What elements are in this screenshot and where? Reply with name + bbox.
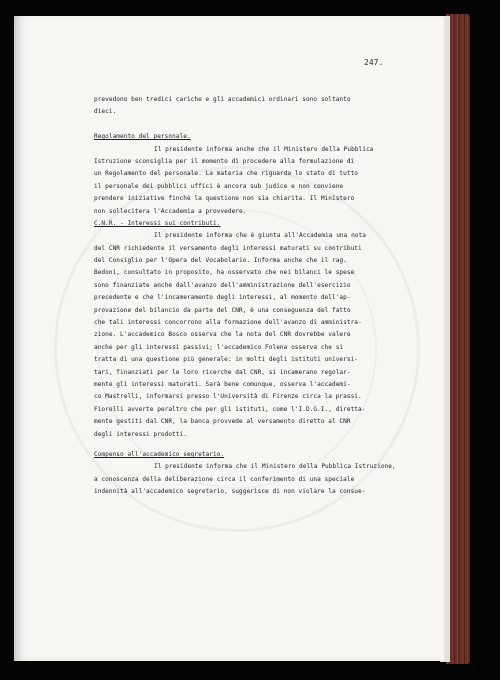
text-line: del Consiglio per l'Opera del Vocabolario. Informa anche che il rag. [94,257,347,265]
text-line: indennità all'accademico segretario, suggerisce di non violare la consue- [94,488,366,496]
page-number: 247. [364,58,384,67]
text-line: Il presidente informa che il Ministero della Pubblica Istruzione, [154,463,396,471]
text-line: prevedono ben tredici cariche e gli accademici ordinari sono soltanto [94,96,351,103]
text-line: precedente e che l'incameramento degli interessi, al momento dell'ap- [94,294,351,302]
text-line: a conoscenza della deliberazione circa il conferimento di una speciale [94,475,355,483]
text-line: un Regolamento del personale. La materia che riguarda lo stato di tutto [94,170,359,178]
text-line: tari, finanziati per le loro ricerche dal CNR, si incamerano regolar- [94,368,351,376]
text-line: non sollecitera l'Accademia a provvedere. [94,207,247,215]
text-line: co Mastrelli, informarsi presso l'Università di Firenze circa la prassi. [94,393,362,401]
text-line: degli interessi prodotti. [94,430,187,438]
section-heading: C.N.R. - Interessi sui contributi. [94,219,221,227]
paragraph-gap [94,119,432,131]
paragraph-gap [94,441,432,449]
text-line: del CNR richiedente il versamento degli interessi maturati su contributi [94,244,362,252]
text-line: anche per gli interessi passivi; l'accademico Folena osserva che si [94,343,344,351]
text-line: che tali interessi concorrono alla formazione dell'avanzo di amministra- [94,319,362,327]
text-line: sono finanziate anche dall'avanzo dell'amministrazione dell'esercizio [94,281,351,289]
text-line: dieci. [94,108,117,116]
document-text [94,94,432,499]
text-line: Bedoni, consultato in proposito, ha osservato che nei bilanci le spese [94,269,355,277]
text-line: mente gestiti dal CNR, la banca provvede al versamento diretto al CNR [94,418,351,426]
text-line: Il presidente informa che è giunta all'Accademia una nota [154,232,366,240]
section-heading: Compenso all'accademico segretario. [94,450,225,458]
text-line: il personale dei pubblici uffici è ancora sub judice e non conviene [94,182,344,190]
text-line: prendere iniziative finchè la questione non sia chiarita. Il Ministero [94,195,355,203]
section-heading: Regolamento del personale. [94,133,191,141]
text-line: Il presidente informa anche che il Ministero della Pubblica [154,145,374,153]
text-line: tratta di una questione più generale: in molti degli istituti universi- [94,356,359,364]
text-line: provazione del bilancio da parte del CNR, è una conseguenza del fatto [94,306,351,314]
text-line: Istruzione sconsiglia per il momento di procedere alla formulazione di [94,157,355,165]
text-line: Fiorelli avverte peraltro che per gli istituti, come l'I.D.G.I., diretta- [94,405,366,413]
text-line: zione. L'accademico Bosco osserva che la nota del CNR dovrebbe valere [94,331,351,339]
text-line: mente gli interessi maturati. Sarà bene comunque, osserva l'accademi- [94,380,351,388]
